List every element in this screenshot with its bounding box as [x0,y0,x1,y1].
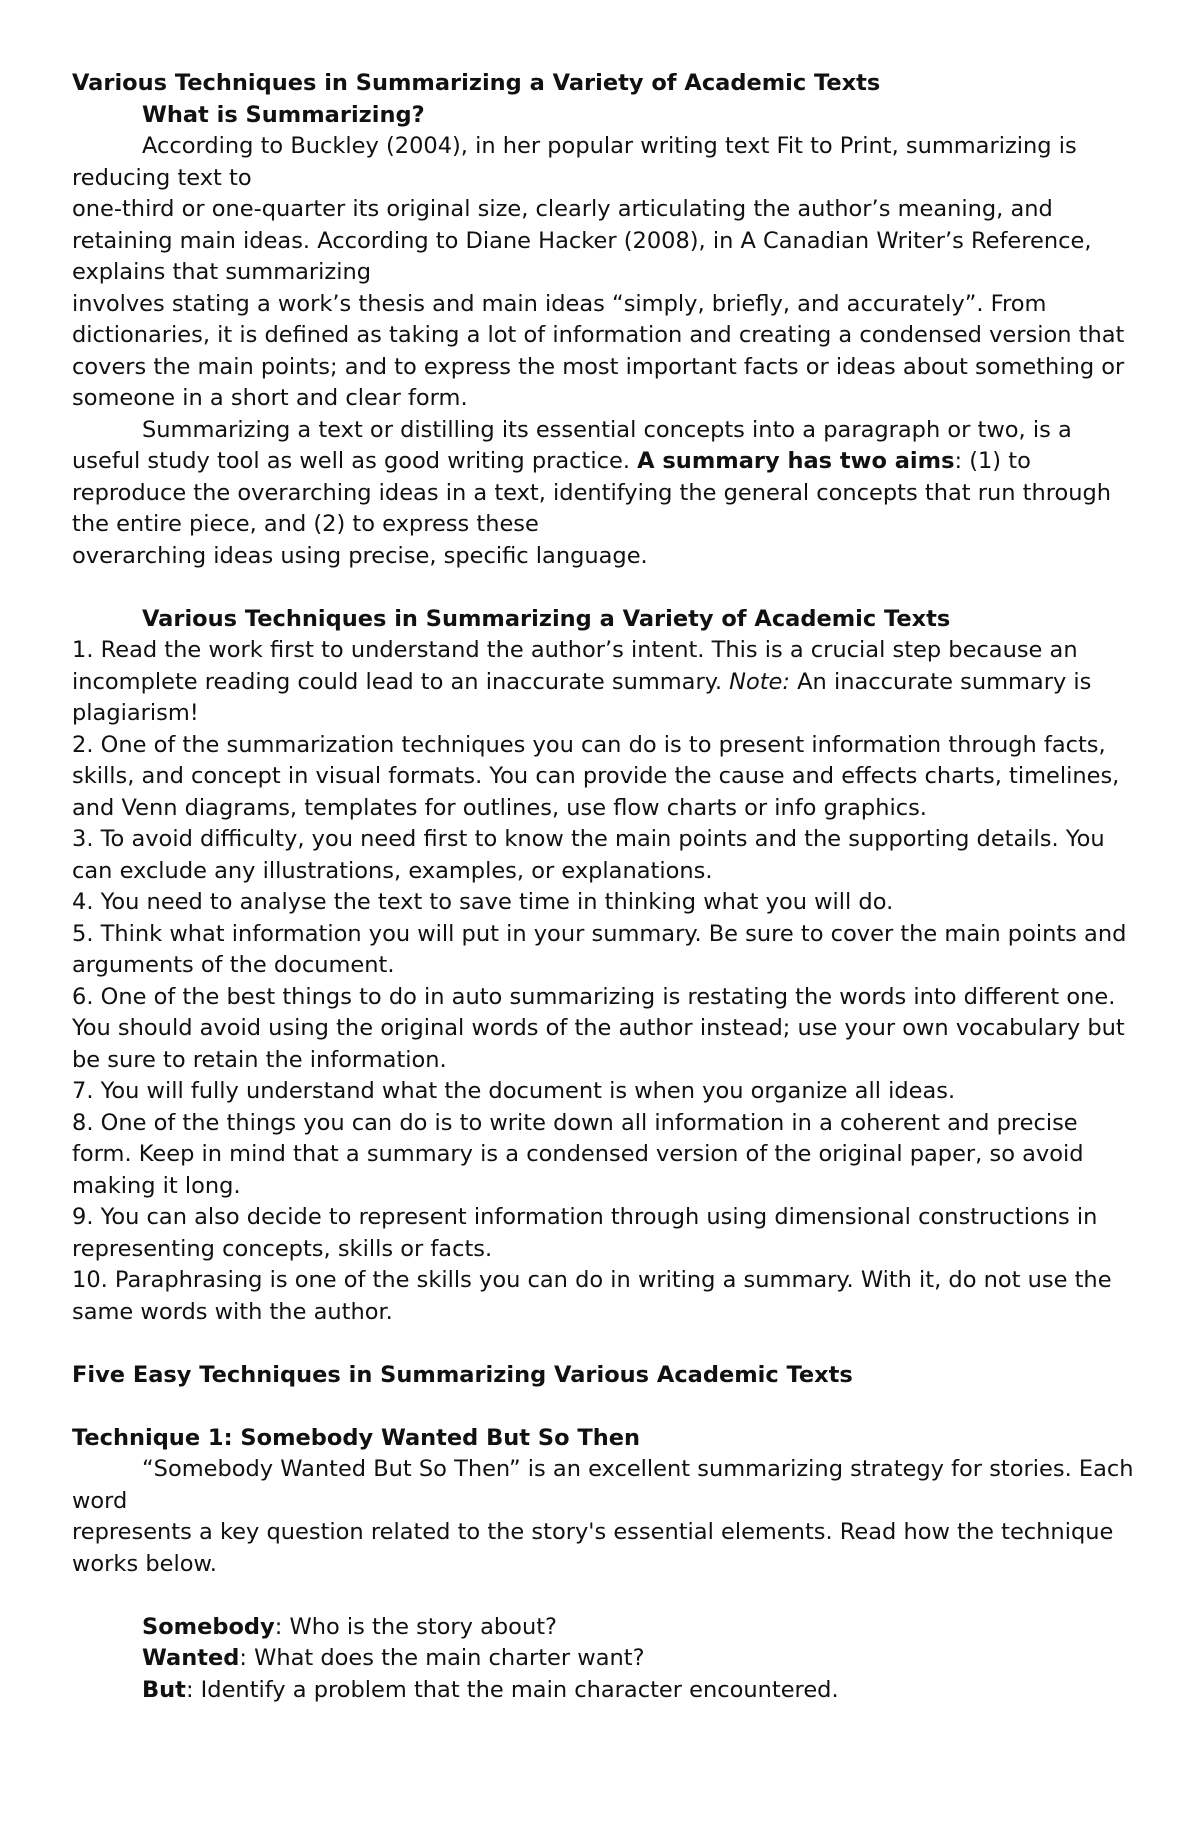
technique-1-line2: represents a key question related to the story's essential elements. Read how the technique works below. [72,1519,1114,1577]
term-definition: : Who is the story about? [274,1613,557,1640]
item1-post: An inaccurate summary is plagiarism! [72,668,1092,726]
term-but [72,1675,1142,1707]
technique-item-6: 6. One of the best things to do in auto summarizing is restating the words into different one. You should avoid using the original words of the author instead; use your own vocabulary but be sure to retain the information. [72,983,1125,1073]
term-label: Somebody [142,1613,275,1640]
technique-item-2: 2. One of the summarization techniques you can do is to present information through facts, skills, and concept in visual formats. You can provide the cause and effects charts, timelines, and Venn diagrams, templates for outlines, use flow charts or info graphics. [72,731,1120,821]
para1-line2: one-third or one-quarter its original size, clearly articulating the author’s meaning, and retaining main ideas. According to Diane Hacker (2008), in A Canadian Writer’s Reference, explains that summarizing [72,196,1092,285]
term-label: But [142,1676,186,1703]
term-label: Wanted [142,1645,240,1671]
para1-line1: According to Buckley (2004), in her popular writing text Fit to Print, summarizing is reducing text to [72,133,1077,191]
five-techniques-heading: Five Easy Techniques in Summarizing Various Academic Texts [72,1361,853,1388]
technique-1-heading: Technique 1: Somebody Wanted But So Then [72,1424,641,1451]
spacer [72,1391,1142,1423]
para1-line3: involves stating a work’s thesis and main ideas “simply, briefly, and accurately”. From dictionaries, it is defined as taking a lot of information and creating a condensed version that covers the main points; and to express the most important facts or ideas about something or someone in a short and clear form. [72,290,1125,411]
para2-pre: Summarizing a text or distilling its essential concepts into a paragraph or two, is a useful study tool as well as good writing practice. [72,416,1072,474]
various-techniques-heading: Various Techniques in Summarizing a Variety of Academic Texts [142,605,951,632]
technique-item-1 [72,635,1142,730]
spacer [72,1580,1142,1612]
technique-item-7: 7. You will fully understand what the document is when you organize all ideas. [72,1078,956,1104]
spacer [72,1328,1142,1360]
para2 [72,415,1142,541]
note-label: Note: [729,668,790,695]
what-is-summarizing-heading: What is Summarizing? [142,101,425,128]
para2-post: : (1) to reproduce the overarching ideas in a text, identifying the general concepts that run through the entire piece, and (2) to express these [72,448,1112,537]
document-page [72,68,1142,1706]
document-title: Various Techniques in Summarizing a Variety of Academic Texts [72,70,881,96]
technique-item-9: 9. You can also decide to represent information through using dimensional constructions in representing concepts, skills or facts. [72,1204,1098,1262]
technique-1-line1: “Somebody Wanted But So Then” is an excellent summarizing strategy for stories. Each word [72,1456,1134,1514]
technique-item-3: 3. To avoid difficulty, you need first to know the main points and the supporting details. You can exclude any illustrations, examples, or explanations. [72,826,1105,884]
two-aims-bold: A summary has two aims [637,448,955,474]
term-somebody [72,1612,1142,1644]
technique-item-10: 10. Paraphrasing is one of the skills you can do in writing a summary. With it, do not use the same words with the author. [72,1267,1112,1325]
technique-item-8: 8. One of the things you can do is to write down all information in a coherent and precise form. Keep in mind that a summary is a condensed version of the original paper, so avoid making it long. [72,1109,1084,1199]
item1-pre: 1. Read the work first to understand the author’s intent. This is a crucial step because an incomplete reading could lead to an inaccurate summary. [72,637,1078,695]
spacer [72,572,1142,604]
para2-line2: overarching ideas using precise, specific language. [72,542,648,569]
term-definition: : Identify a problem that the main character encountered. [185,1676,839,1703]
term-wanted [72,1643,1142,1675]
technique-item-4: 4. You need to analyse the text to save time in thinking what you will do. [72,889,894,915]
technique-item-5: 5. Think what information you will put in your summary. Be sure to cover the main points and arguments of the document. [72,920,1127,978]
term-definition: : What does the main charter want? [239,1645,645,1671]
